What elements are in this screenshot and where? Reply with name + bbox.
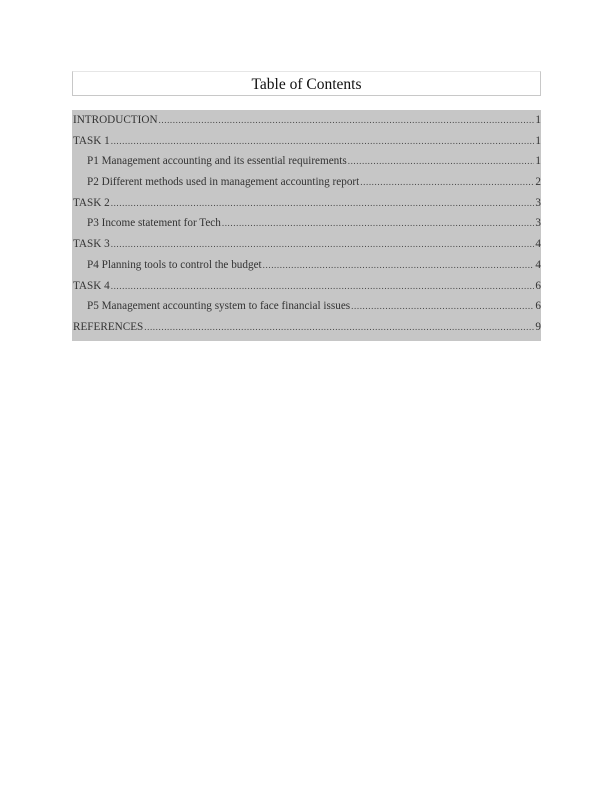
toc-page-number: 9 [535,320,541,333]
toc-bottom-edge [72,338,541,341]
toc-entry-references[interactable] [72,317,541,338]
toc-dot-leader [348,151,535,172]
toc-page-number: 3 [535,196,541,209]
toc-dot-leader [111,234,535,255]
toc-entry-p3[interactable] [72,213,541,234]
toc-entry-text: TASK 1 [73,134,110,147]
toc-dot-leader [360,172,534,193]
toc-list [72,110,541,341]
toc-entry-text: P3 Income statement for Tech [87,217,221,230]
toc-entry-p5[interactable] [72,296,541,317]
toc-page-number: 6 [535,279,541,292]
toc-page-number: 6 [535,300,541,313]
toc-entry-task-2[interactable] [72,193,541,214]
toc-entry-text: TASK 2 [73,196,110,209]
toc-entry-text: REFERENCES [73,320,144,333]
toc-page-number: 4 [535,238,541,251]
toc-entry-p1[interactable] [72,151,541,172]
toc-dot-leader [351,296,534,317]
toc-entry-text: INTRODUCTION [73,114,158,126]
toc-entry-p4[interactable] [72,255,541,276]
toc-page-number: 4 [535,258,541,271]
toc-page-number: 1 [535,155,541,168]
toc-title: Table of Contents [251,76,362,93]
toc-entry-task-4[interactable] [72,276,541,297]
toc-entry-text: P4 Planning tools to control the budget [87,258,262,271]
toc-dot-leader [111,131,535,152]
toc-title-box [72,71,541,96]
toc-page-number: 1 [535,114,541,126]
toc-entry-task-1[interactable] [72,131,541,152]
toc-dot-leader [159,110,535,131]
toc-dot-leader [144,317,534,338]
toc-page-number: 1 [535,134,541,147]
toc-entry-text: TASK 3 [73,238,110,251]
toc-dot-leader [263,255,535,276]
toc-entry-text: P2 Different methods used in management accounting report [87,176,360,189]
toc-entry-text: P5 Management accounting system to face financial issues [87,300,351,313]
toc-entry-text: P1 Management accounting and its essential requirements [87,155,347,168]
toc-entry-task-3[interactable] [72,234,541,255]
toc-dot-leader [111,193,535,214]
toc-page-number: 2 [535,176,541,189]
toc-dot-leader [222,213,535,234]
toc-entry-introduction[interactable] [72,110,541,131]
toc-entry-p2[interactable] [72,172,541,193]
toc-dot-leader [111,276,535,297]
toc-entry-text: TASK 4 [73,279,110,292]
table-of-contents [72,71,541,341]
toc-page-number: 3 [535,217,541,230]
